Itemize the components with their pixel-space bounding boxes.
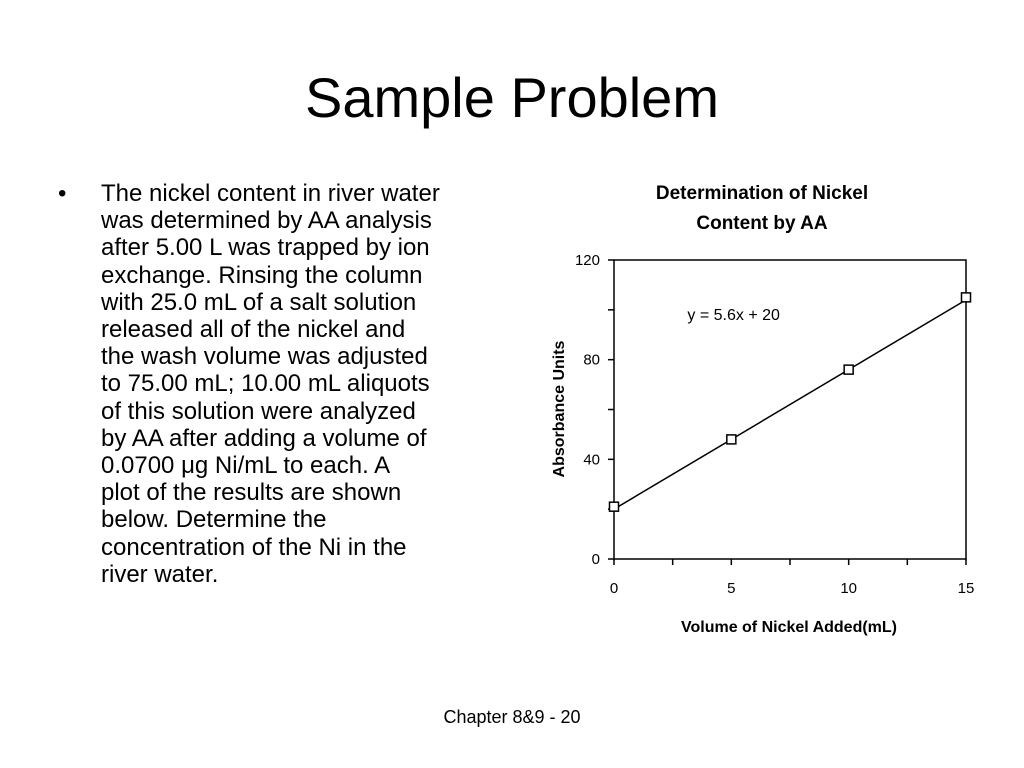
problem-line: exchange. Rinsing the column	[101, 261, 423, 289]
problem-line: to 75.00 mL; 10.00 mL aliquots	[101, 370, 430, 398]
trendline	[614, 300, 966, 509]
problem-line: concentration of the Ni in the	[101, 533, 407, 561]
chart-title-line-1: Determination of Nickel	[655, 183, 869, 204]
slide-title: Sample Problem	[305, 66, 719, 129]
data-point	[610, 502, 619, 511]
y-tick-label: 40	[583, 451, 600, 469]
absorbance-chart	[530, 170, 990, 650]
problem-line: of this solution were analyzed	[101, 397, 416, 425]
data-point	[962, 293, 971, 302]
data-point	[844, 365, 853, 374]
problem-line: below. Determine the	[101, 506, 327, 534]
problem-line: after 5.00 L was trapped by ion	[101, 234, 430, 262]
problem-text	[101, 180, 511, 588]
problem-line: river water.	[101, 560, 219, 588]
problem-line: 0.0700 μg Ni/mL to each. A	[101, 452, 391, 480]
x-tick-label: 5	[727, 580, 736, 597]
problem-line: with 25.0 mL of a salt solution	[101, 288, 417, 316]
problem-line: the wash volume was adjusted	[101, 343, 428, 371]
x-tick-label: 0	[609, 580, 619, 597]
y-tick-label: 80	[583, 351, 600, 369]
problem-line: was determined by AA analysis	[101, 207, 432, 235]
slide-footer: Chapter 8&9 - 20	[443, 707, 581, 727]
chart-title-line-2: Content by AA	[696, 213, 828, 234]
bullet-dot: •	[58, 180, 67, 207]
problem-line: The nickel content in river water	[101, 180, 440, 207]
trendline-equation: y = 5.6x + 20	[687, 306, 780, 324]
problem-line: by AA after adding a volume of	[101, 424, 427, 452]
problem-line: released all of the nickel and	[101, 316, 406, 344]
y-axis-label: Absorbance Units	[551, 340, 568, 478]
y-tick-label: 0	[591, 551, 600, 568]
y-tick-label: 120	[574, 252, 600, 269]
x-tick-label: 10	[840, 580, 858, 597]
plot-frame	[614, 260, 966, 559]
problem-line: plot of the results are shown	[101, 479, 402, 507]
x-axis-label: Volume of Nickel Added(mL)	[680, 619, 898, 636]
plot-area	[575, 252, 974, 597]
data-point	[727, 435, 736, 444]
x-tick-label: 15	[957, 580, 975, 597]
